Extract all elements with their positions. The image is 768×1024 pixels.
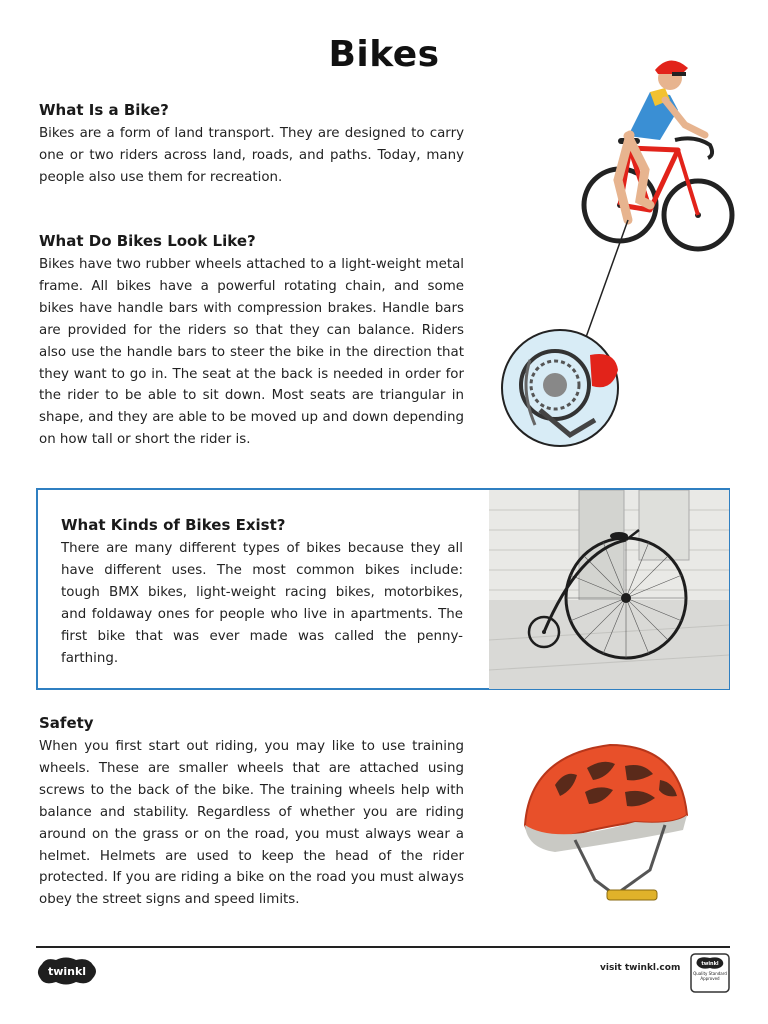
cyclist-illustration (500, 40, 750, 460)
section-heading: What Is a Bike? (39, 101, 169, 119)
footer-divider (36, 946, 730, 948)
visit-link[interactable]: visit twinkl.com (600, 963, 681, 973)
section-body: There are many different types of bikes because they all have different uses. The most common bikes include: tough BMX bikes, light-weight racing bikes, motorbikes, and foldaway ones for people who live in apartments. The first bike that was ever made was called the penny-farthing. (61, 541, 463, 666)
section-heading: What Kinds of Bikes Exist? (61, 516, 286, 534)
section-heading: What Do Bikes Look Like? (39, 232, 256, 250)
section-kinds-of-bikes (61, 514, 463, 669)
section-body: When you first start out riding, you may like to use training wheels. These are smaller wheels that are attached using screws to the back of the bike. The training wheels help with balance and stability. Regardless of whether you are riding around on the grass or on the road, you must always wear a helmet. Helmets are used to keep the head of the rider protected. If you are riding a bike on the road you must always obey the street signs and speed limits. (39, 739, 464, 908)
section-body: Bikes are a form of land transport. They are designed to carry one or two riders across land, roads, and paths. Today, many people also use them for recreation. (39, 126, 464, 185)
section-what-bikes-look-like (39, 230, 464, 451)
section-what-is-a-bike (39, 99, 464, 189)
penny-farthing-photo (489, 490, 729, 689)
quality-badge (690, 953, 730, 993)
page-title: Bikes (328, 34, 440, 75)
badge-caption: Quality Standard Approved (693, 971, 727, 981)
helmet-illustration (515, 730, 695, 910)
section-safety (39, 712, 464, 911)
twinkl-logo[interactable] (36, 956, 98, 986)
section-body: Bikes have two rubber wheels attached to a light-weight metal frame. All bikes have a powerful rotating chain, and some bikes have handle bars with compression brakes. Handle bars are provided for the riders so that they can balance. Riders also use the handle bars to steer the bike in the direction that they want to go in. The seat at the back is needed in order for the rider to be able to sit down. Most seats are triangular in shape, and they are able to be moved up and down depending on how tall or short the rider is. (39, 257, 464, 448)
section-heading: Safety (39, 714, 94, 732)
logo-text: twinkl (47, 965, 87, 978)
badge-logo-text: twinkl (701, 961, 719, 967)
